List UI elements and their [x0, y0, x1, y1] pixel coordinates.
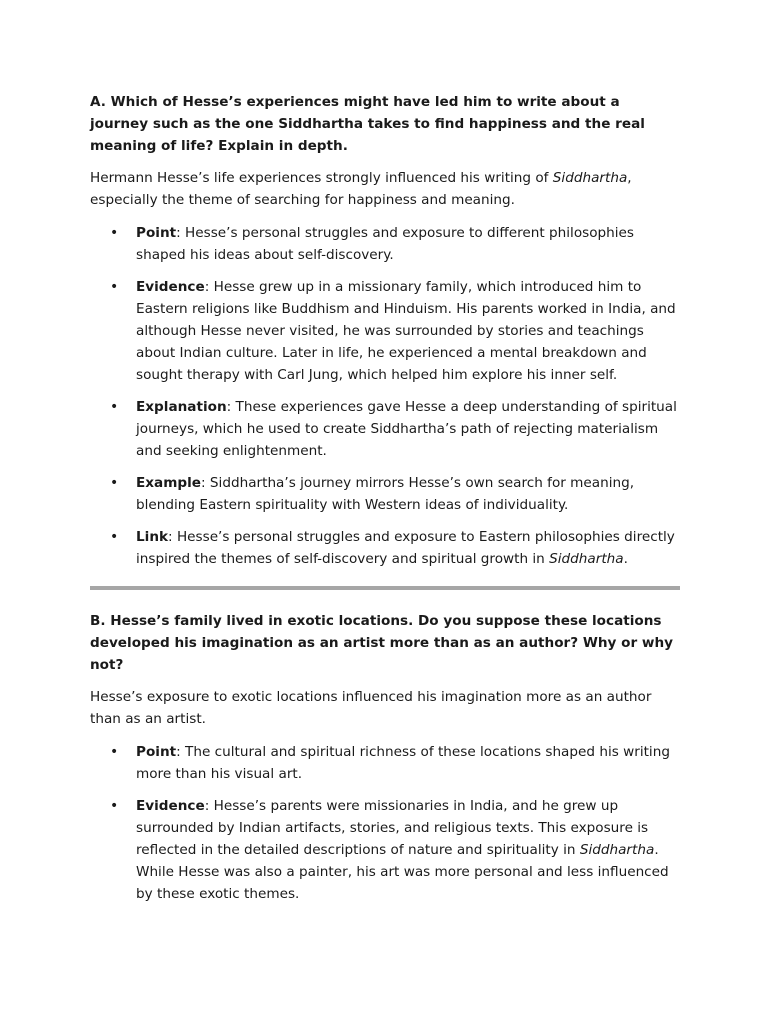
section-a-bullet-list	[90, 222, 680, 570]
bullet-evidence	[90, 795, 680, 905]
bullet-label: Explanation	[136, 399, 227, 415]
bullet-label: Point	[136, 225, 177, 241]
bullet-evidence	[90, 276, 680, 386]
bullet-label: Link	[136, 529, 169, 545]
section-b	[90, 610, 680, 905]
bullet-text: : The cultural and spiritual richness of these locations shaped his writing more than his visual art.	[136, 744, 670, 782]
bullet-text: : These experiences gave Hesse a deep understanding of spiritual journeys, which he used to create Siddhartha’s path of rejecting materialism and seeking enlightenment.	[136, 399, 677, 459]
bullet-explanation	[90, 396, 680, 462]
bullet-glyph: •	[110, 279, 119, 295]
bullet-text: : Hesse grew up in a missionary family, which introduced him to Eastern religions like Buddhism and Hinduism. His parents worked in India, and although Hesse never visited, he was surrounded by stories and teachings about Indian culture. Later in life, he experienced a mental breakdown and sought therapy with Carl Jung, which helped him explore his inner self.	[136, 279, 676, 383]
bullet-label: Evidence	[136, 279, 205, 295]
bullet-glyph: •	[110, 475, 119, 491]
intro-a-before: Hermann Hesse’s life experiences strongly influenced his writing of	[90, 170, 553, 186]
bullet-text-after: . While Hesse was also a painter, his art was more personal and less influenced by these exotic themes.	[136, 842, 669, 902]
section-a	[90, 91, 680, 570]
question-a: A. Which of Hesse’s experiences might have led him to write about a journey such as the one Siddhartha takes to find happiness and the real meaning of life? Explain in depth.	[90, 94, 645, 154]
bullet-glyph: •	[110, 225, 119, 241]
bullet-label: Evidence	[136, 798, 205, 814]
bullet-title: Siddhartha	[549, 551, 624, 567]
intro-a	[90, 167, 680, 211]
bullet-link	[90, 526, 680, 570]
bullet-glyph: •	[110, 399, 119, 415]
bullet-label: Point	[136, 744, 177, 760]
bullet-point	[90, 222, 680, 266]
bullet-title: Siddhartha	[579, 842, 655, 858]
bullet-text: : Hesse’s personal struggles and exposure to Eastern philosophies directly inspired the themes of self-discovery and spiritual growth in	[136, 529, 675, 567]
bullet-text: : Hesse’s parents were missionaries in India, and he grew up surrounded by Indian artifacts, stories, and religious texts. This exposure is reflected in the detailed descriptions of nature and spirituality in	[136, 798, 649, 858]
section-divider	[90, 586, 680, 590]
bullet-point	[90, 741, 680, 785]
question-b: B. Hesse’s family lived in exotic locations. Do you suppose these locations developed his imagination as an artist more than as an author? Why or why not?	[90, 613, 674, 673]
bullet-example	[90, 472, 680, 516]
bullet-text-after: .	[623, 551, 628, 567]
intro-a-title: Siddhartha	[552, 170, 628, 186]
intro-a-after: , especially the theme of searching for happiness and meaning.	[90, 170, 632, 208]
bullet-text: : Siddhartha’s journey mirrors Hesse’s own search for meaning, blending Eastern spirituality with Western ideas of individuality.	[136, 475, 635, 513]
section-b-bullet-list	[90, 741, 680, 905]
bullet-glyph: •	[110, 744, 119, 760]
bullet-label: Example	[136, 475, 202, 491]
intro-b: Hesse’s exposure to exotic locations influenced his imagination more as an author than as an artist.	[90, 689, 652, 727]
bullet-text: : Hesse’s personal struggles and exposure to different philosophies shaped his ideas about self-discovery.	[136, 225, 635, 263]
document-page	[90, 91, 680, 915]
bullet-glyph: •	[110, 798, 119, 814]
bullet-glyph: •	[110, 529, 119, 545]
